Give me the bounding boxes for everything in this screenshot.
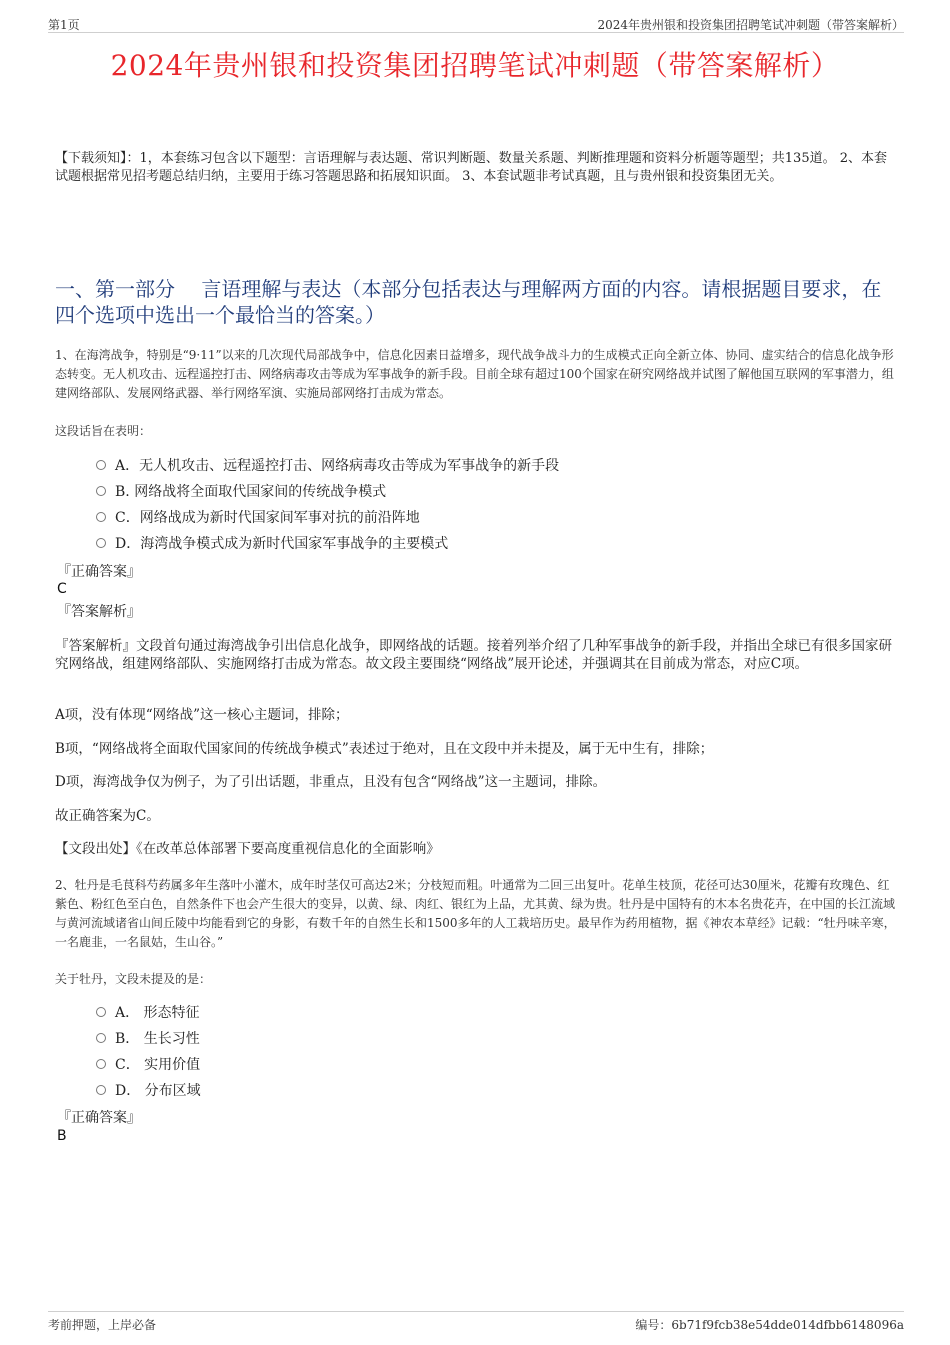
radio-icon[interactable]	[96, 1085, 106, 1095]
radio-icon[interactable]	[96, 538, 106, 548]
document-code: 编号：6b71f9fcb38e54dde014dfbb6148096a	[635, 1318, 904, 1332]
page-header	[48, 14, 904, 33]
question-2-answer: B	[57, 1128, 67, 1144]
section-title: 一、第一部分 言语理解与表达（本部分包括表达与理解两方面的内容。请根据题目要求，在四个选项中选出一个最恰当的答案。）	[55, 277, 882, 327]
radio-icon[interactable]	[96, 1007, 106, 1017]
question-2-prompt: 关于牡丹，文段未提及的是：	[55, 972, 212, 986]
question-1-analysis-b: B项，“网络战将全面取代国家间的传统战争模式”表述过于绝对，且在文段中并未提及，属于无中生有，排除；	[55, 741, 714, 757]
question-2-option-b[interactable]: B． 生长习性	[96, 1029, 200, 1049]
question-2-answer-label: 『正确答案』	[57, 1110, 141, 1126]
page-number: 第1页	[48, 18, 80, 32]
question-1-stem: 1、在海湾战争，特别是“9·11”以来的几次现代局部战争中，信息化因素日益增多，现代战争战斗力的生成模式正向全新立体、协同、虚实结合的信息化战争形态转变。无人机攻击、远程遥控打击、网络病毒攻击等成为军事战争的新手段。目前全球有超过100个国家在研究网络战并试图了解他国互联网的军事潜力，组建网络部队、发展网络武器、举行网络军演、实施局部网络打击成为常态。	[55, 348, 894, 400]
footer-slogan: 考前押题，上岸必备	[48, 1318, 157, 1332]
question-1-analysis-body: 『答案解析』文段首句通过海湾战争引出信息化战争，即网络战的话题。接着列举介绍了几种军事战争的新手段，并指出全球已有很多国家研究网络战，组建网络部队、实施网络打击成为常态。故文段主要围绕“网络战”展开论述，并强调其在目前成为常态，对应C项。	[55, 638, 892, 672]
question-1-analysis-a: A项，没有体现“网络战”这一核心主题词，排除；	[55, 707, 349, 723]
question-1-option-a[interactable]: A．无人机攻击、远程遥控打击、网络病毒攻击等成为军事战争的新手段	[96, 456, 559, 476]
question-1-answer: C	[57, 581, 67, 597]
radio-icon[interactable]	[96, 486, 106, 496]
radio-icon[interactable]	[96, 1059, 106, 1069]
question-2-option-c[interactable]: C． 实用价值	[96, 1055, 200, 1075]
question-1-analysis-label: 『答案解析』	[57, 604, 141, 620]
download-notice: 【下载须知】：1，本套练习包含以下题型：言语理解与表达题、常识判断题、数量关系题、判断推理题和资料分析题等题型；共135道。 2、本套试题根据常见招考题总结归纳，主要用于练习答题思路和拓展知识面。 3、本套试题非考试真题，且与贵州银和投资集团无关。	[55, 151, 887, 184]
question-1-option-d[interactable]: D．海湾战争模式成为新时代国家军事战争的主要模式	[96, 534, 448, 554]
document-title: 2024年贵州银和投资集团招聘笔试冲刺题（带答案解析）	[110, 49, 840, 82]
page-footer	[48, 1311, 904, 1332]
question-1-source: 【文段出处】《在改革总体部署下要高度重视信息化的全面影响》	[55, 841, 440, 857]
question-1-option-b[interactable]: B. 网络战将全面取代国家间的传统战争模式	[96, 482, 386, 502]
question-1-analysis-d: D项，海湾战争仅为例子，为了引出话题，非重点，且没有包含“网络战”这一主题词，排除。	[55, 774, 607, 790]
header-doc-title: 2024年贵州银和投资集团招聘笔试冲刺题（带答案解析）	[597, 18, 904, 32]
question-1-conclusion: 故正确答案为C。	[55, 808, 160, 824]
question-2-option-a[interactable]: A． 形态特征	[96, 1003, 200, 1023]
question-1-prompt: 这段话旨在表明：	[55, 424, 152, 438]
question-2-option-d[interactable]: D． 分布区域	[96, 1081, 201, 1101]
radio-icon[interactable]	[96, 1033, 106, 1043]
question-1-option-c[interactable]: C．网络战成为新时代国家间军事对抗的前沿阵地	[96, 508, 420, 528]
radio-icon[interactable]	[96, 512, 106, 522]
question-1-answer-label: 『正确答案』	[57, 564, 141, 580]
radio-icon[interactable]	[96, 460, 106, 470]
question-2-stem: 2、牡丹是毛茛科芍药属多年生落叶小灌木，成年时茎仅可高达2米；分枝短而粗。叶通常为二回三出复叶。花单生枝顶，花径可达30厘米，花瓣有玫瑰色、红紫色、粉红色至白色，自然条件下也会产生很大的变异，以黄、绿、肉红、银红为上品，尤其黄、绿为贵。牡丹是中国特有的木本名贵花卉，在中国的长江流域与黄河流域诸省山间丘陵中均能看到它的身影，有数千年的自然生长和1500多年的人工栽培历史。最早作为药用植物，据《神农本草经》记载：“牡丹味辛寒，一名鹿韭，一名鼠姑，生山谷。”	[55, 878, 896, 949]
